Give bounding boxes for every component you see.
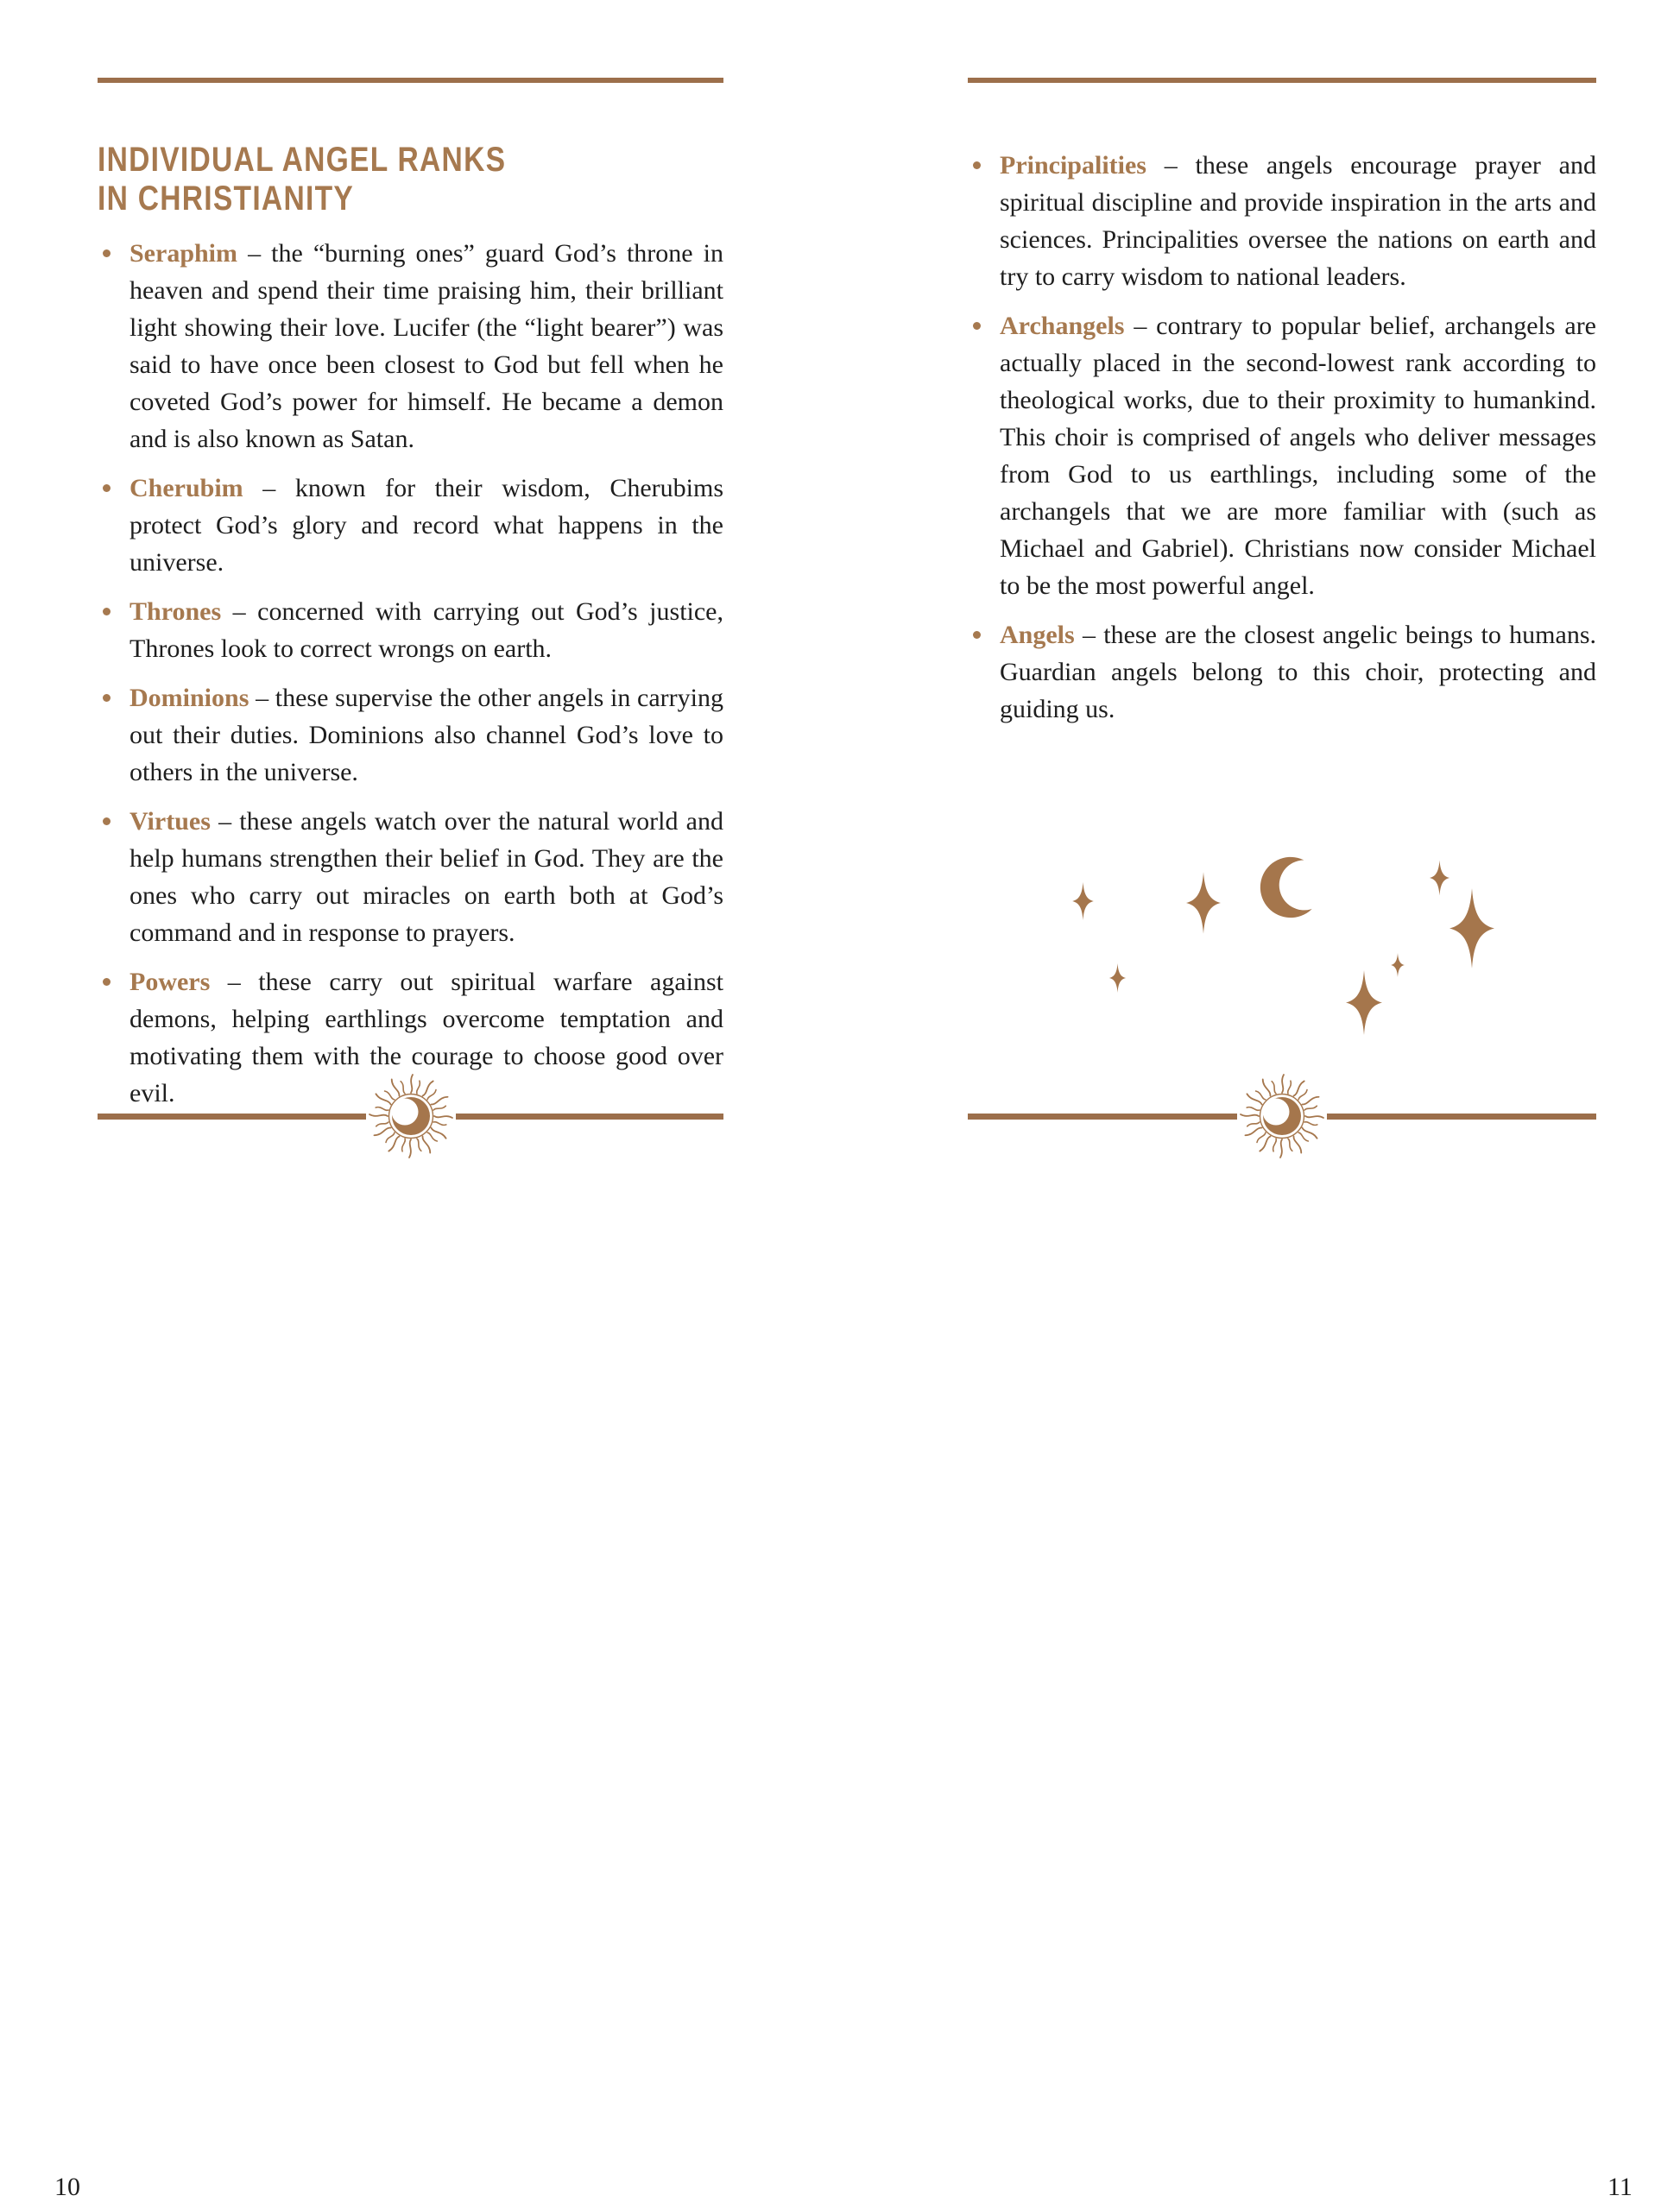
list-item-thrones [98, 593, 723, 667]
item-text: – these angels encourage prayer and spiritual discipline and provide inspiration in the arts and sciences. Principalities oversee the nations on earth and try to carry wisdom to national leaders. [1000, 151, 1596, 291]
page-number-right: 11 [1607, 2173, 1633, 2201]
angel-list-left [98, 235, 723, 1124]
bullet-icon [103, 249, 111, 257]
term-label: Seraphim [129, 239, 238, 268]
page-number-left: 10 [54, 2173, 80, 2201]
footer-rule-segment [968, 1114, 1237, 1120]
bullet-icon [103, 978, 111, 986]
sparkle-star-icon [1391, 953, 1405, 977]
bullet-icon [973, 631, 981, 639]
footer-rule-segment [456, 1114, 724, 1120]
crescent-moon-icon [1254, 850, 1328, 924]
sparkle-star-icon [1346, 969, 1382, 1036]
term-label: Angels [1000, 621, 1075, 649]
term-label: Thrones [129, 597, 222, 626]
footer-rule-segment [98, 1114, 366, 1120]
sparkle-star-icon [1449, 880, 1494, 976]
list-item-dominions [98, 679, 723, 791]
sparkle-star-icon [1109, 963, 1126, 993]
item-text: – contrary to popular belief, archangels are actually placed in the second-lowest rank according to theological works, due to their proximity to humankind. This choir is comprised of angels who deliver messages from God to us earthlings, including some of the archangels that we are more familiar with (such as Michael and Gabriel). Christians now consider Michael to be the most powerful angel. [1000, 312, 1596, 600]
item-text: – these supervise the other angels in carrying out their duties. Dominions also channel God’s love to others in the universe. [129, 684, 723, 786]
term-label: Cherubim [129, 474, 243, 502]
title-line-2: IN CHRISTIANITY [98, 180, 355, 218]
sun-with-crescent-icon [366, 1071, 456, 1161]
list-item-virtues [98, 803, 723, 951]
page-right [968, 0, 1633, 2201]
item-text: – known for their wisdom, Cherubims protect God’s glory and record what happens in the universe. [129, 474, 724, 577]
footer-rule-segment [1327, 1114, 1596, 1120]
page-left [54, 0, 724, 2201]
page-title [98, 141, 506, 218]
footer-left [54, 1071, 723, 2201]
bullet-icon [973, 322, 981, 330]
item-text: – these are the closest angelic beings to humans. Guardian angels belong to this choir, protecting and guiding us. [1000, 621, 1596, 723]
list-item-cherubim [98, 470, 723, 581]
term-label: Archangels [1000, 312, 1125, 340]
top-rule-right [968, 78, 1596, 83]
top-rule-left [98, 78, 723, 83]
term-label: Powers [129, 968, 211, 996]
sparkle-star-icon [1186, 872, 1221, 934]
list-item-angels [968, 616, 1596, 728]
list-item-seraphim [98, 235, 723, 457]
bullet-icon [103, 817, 111, 825]
item-text: – the “burning ones” guard God’s throne in heaven and spend their time praising him, their brilliant light showing their love. Lucifer (the “light bearer”) was said to have once been closest to God but fell when he coveted God’s power for himself. He became a demon and is also known as Satan. [129, 239, 723, 453]
term-label: Virtues [129, 807, 211, 836]
bullet-icon [103, 484, 111, 492]
bullet-icon [973, 161, 981, 169]
list-item-archangels [968, 307, 1596, 604]
title-line-1: INDIVIDUAL ANGEL RANKS [98, 141, 507, 179]
list-item-principalities [968, 147, 1596, 295]
footer-right [968, 1071, 1633, 2201]
item-text: – these carry out spiritual warfare against demons, helping earthlings overcome temptation and motivating them with the courage to choose good over evil. [129, 968, 724, 1107]
sparkle-star-icon [1072, 882, 1094, 920]
bullet-icon [103, 608, 111, 615]
item-text: – these angels watch over the natural world and help humans strengthen their belief in God. They are the ones who carry out miracles on earth both at God’s command and in response to prayers. [129, 807, 723, 947]
term-label: Dominions [129, 684, 249, 712]
item-text: – concerned with carrying out God’s justice, Thrones look to correct wrongs on earth. [129, 597, 723, 663]
sparkle-star-icon [1430, 860, 1449, 896]
sun-with-crescent-icon [1237, 1071, 1327, 1161]
bullet-icon [103, 694, 111, 702]
angel-list-right [968, 147, 1596, 740]
stars-moon-decoration [968, 829, 1596, 1062]
term-label: Principalities [1000, 151, 1146, 180]
